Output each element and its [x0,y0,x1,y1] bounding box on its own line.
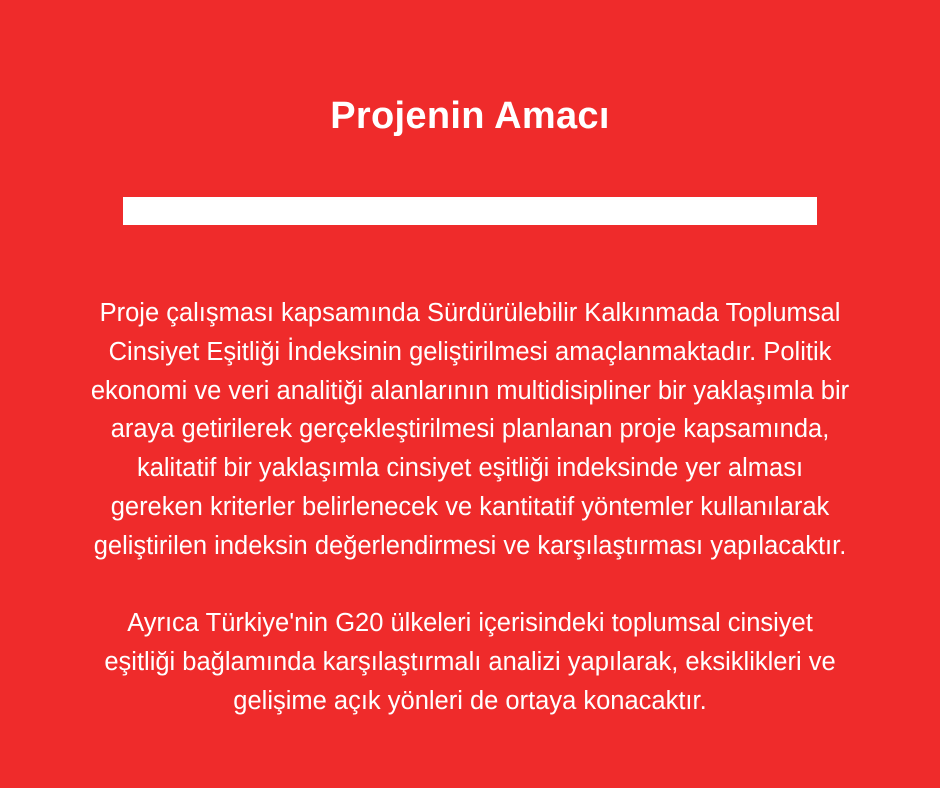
paragraph-1: Proje çalışması kapsamında Sürdürülebilir Kalkınmada Toplumsal Cinsiyet Eşitliği İndeksinin geliştirilmesi amaçlanmaktadır. Politik ekonomi ve veri analitiği alanlarının multidisipliner bir yaklaşımla bir araya getirilerek gerçekleştirilmesi planlanan proje kapsamında, kalitatif bir yaklaşımla cinsiyet eşitliği indeksinde yer alması gereken kriterler belirlenecek ve kantitatif yöntemler kullanılarak geliştirilen indeksin değerlendirmesi ve karşılaştırması yapılacaktır. [90,299,850,560]
title-divider [123,197,817,225]
paragraph-2: Ayrıca Türkiye'nin G20 ülkeleri içerisindeki toplumsal cinsiyet eşitliği bağlamında karşılaştırmalı analizi yapılarak, eksiklikleri ve gelişime açık yönleri de ortaya konacaktır. [104,609,836,715]
body-text [90,255,850,759]
page-title: Projenin Amacı [330,95,610,137]
